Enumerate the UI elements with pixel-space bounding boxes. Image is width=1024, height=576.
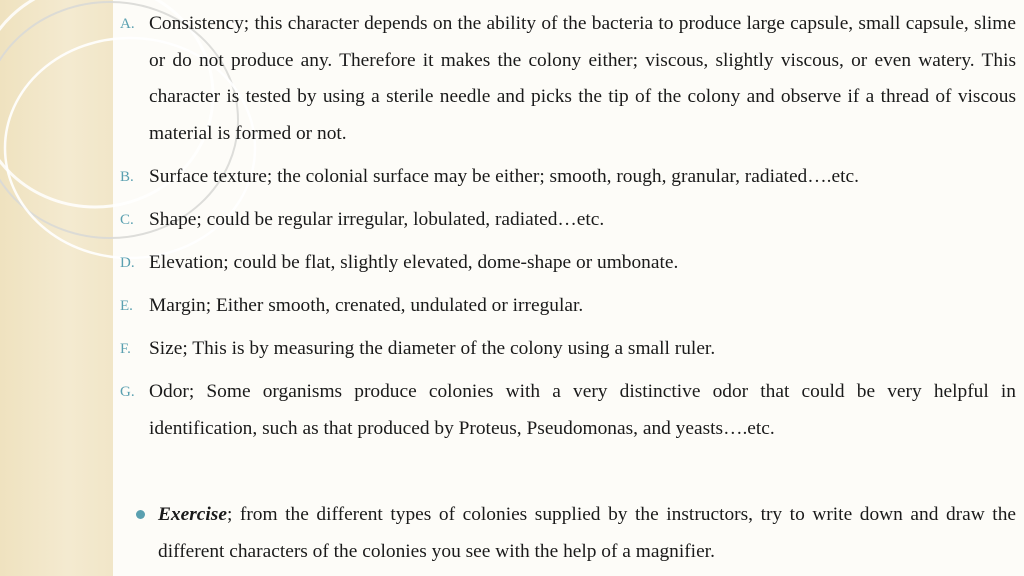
list-item-b (120, 159, 1016, 196)
list-item-text: Elevation; could be flat, slightly elevated, dome-shape or umbonate. (149, 252, 679, 273)
list-item-text: Surface texture; the colonial surface may be either; smooth, rough, granular, radiated….etc. (149, 166, 859, 187)
list-item-d (120, 245, 1016, 282)
exercise-text (158, 497, 1016, 570)
list-item-text: Size; This is by measuring the diameter of the colony using a small ruler. (149, 338, 716, 359)
exercise-bullet (120, 497, 1016, 570)
list-item-text: Shape; could be regular irregular, lobulated, radiated…etc. (149, 209, 605, 230)
exercise-label: Exercise (158, 504, 227, 525)
side-panel (0, 0, 113, 576)
bullet-dot-icon (136, 510, 145, 519)
list-item-text: Odor; Some organisms produce colonies with a very distinctive odor that could be very helpful in identification, such as that produced by Proteus, Pseudomonas, and yeasts….etc. (149, 381, 1016, 439)
list-marker: C. (120, 212, 134, 228)
list-item-e (120, 288, 1016, 325)
list-item-text: Margin; Either smooth, crenated, undulated or irregular. (149, 295, 584, 316)
list-item-f (120, 331, 1016, 368)
list-marker: F. (120, 341, 131, 357)
list-item-a (120, 6, 1016, 152)
list-item-text: Consistency; this character depends on the ability of the bacteria to produce large capsule, small capsule, slime or do not produce any. Therefore it makes the colony either; viscous, slightly viscous, or even watery. This character is tested by using a sterile needle and picks the tip of the colony and observe if a thread of viscous material is formed or not. (149, 13, 1016, 144)
list-marker: B. (120, 169, 134, 185)
list-marker: A. (120, 16, 135, 32)
list-item-g (120, 374, 1016, 447)
exercise-body: ; from the different types of colonies supplied by the instructors, try to write down and draw the different characters of the colonies you see with the help of a magnifier. (158, 504, 1016, 562)
list-marker: G. (120, 384, 135, 400)
list-marker: D. (120, 255, 135, 271)
slide-content (120, 0, 1016, 576)
list-item-c (120, 202, 1016, 239)
list-marker: E. (120, 298, 133, 314)
